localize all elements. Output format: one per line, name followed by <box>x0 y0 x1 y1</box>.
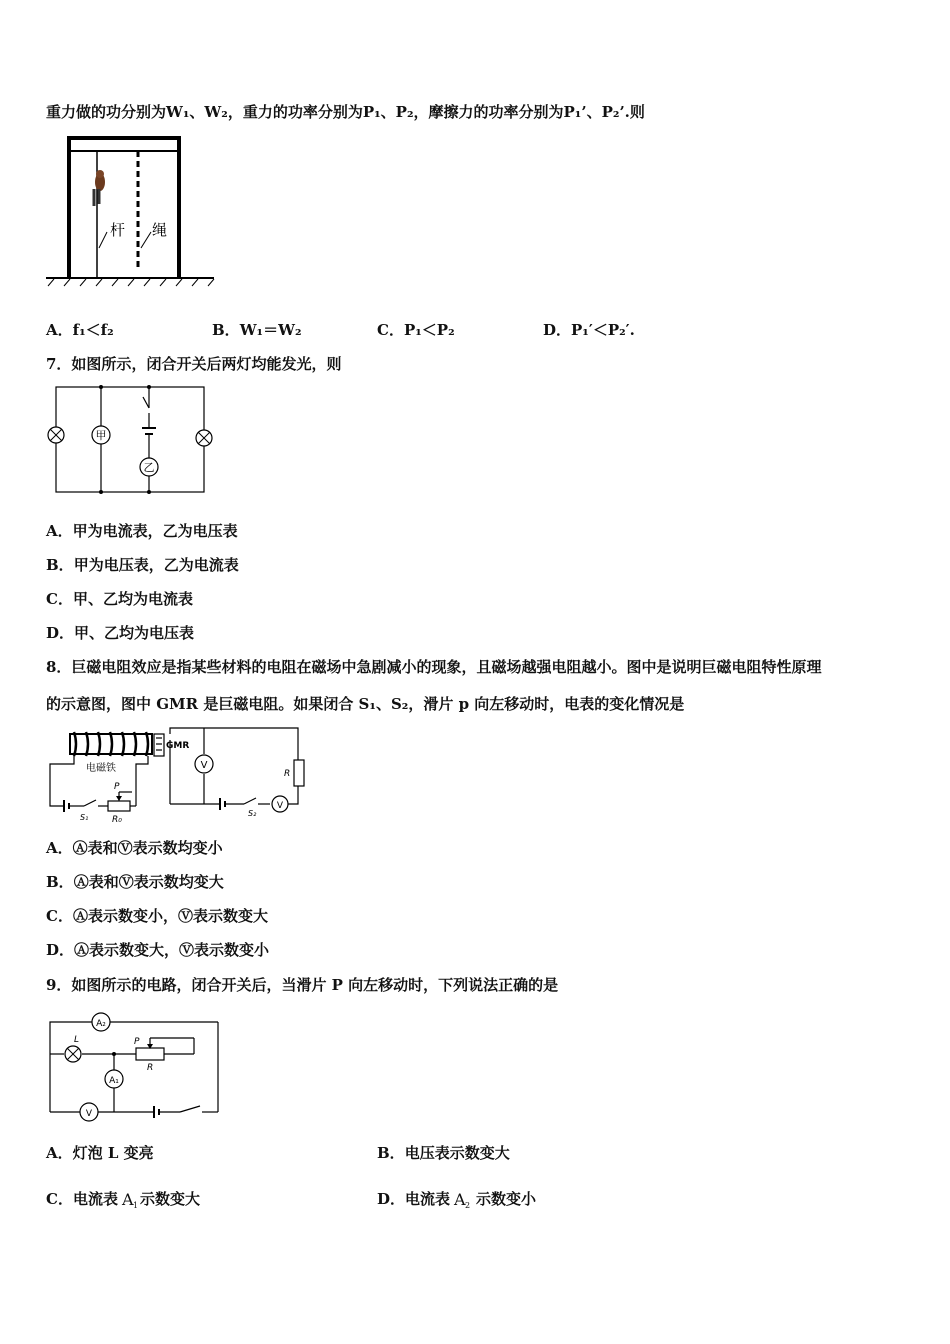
q9-option-a[interactable]: A．灯泡 L 变亮 <box>46 1144 154 1162</box>
climber-icon <box>94 170 105 206</box>
q8-option-b[interactable]: B．Ⓐ表和Ⓥ表示数均变大 <box>46 873 224 891</box>
q7-figure <box>44 380 216 500</box>
q9-stem: 9．如图所示的电路，闭合开关后，当滑片 P 向左移动时，下列说法正确的是 <box>46 976 559 994</box>
q7-option-d[interactable]: D．甲、乙均为电压表 <box>46 624 195 642</box>
q9-option-c[interactable]: C．电流表 A 1 示数变大 <box>46 1190 200 1210</box>
lamp-label: L <box>74 1035 80 1045</box>
q6-option-b[interactable]: B．W₁＝W₂ <box>212 321 302 339</box>
q8-option-c[interactable]: C．Ⓐ表示数变小，Ⓥ表示数变大 <box>46 907 268 925</box>
electromagnet-label: 电磁铁 <box>86 763 116 774</box>
q8-option-a[interactable]: A．Ⓐ表和Ⓥ表示数均变小 <box>46 839 223 857</box>
q7-option-c[interactable]: C．甲、乙均为电流表 <box>46 590 193 608</box>
voltmeter-label: V <box>200 760 208 771</box>
q8-stem-line2: 的示意图，图中 GMR 是巨磁电阻。如果闭合 S₁、S₂，滑片 p 向左移动时，电表的变化情况是 <box>46 695 685 713</box>
p-label: P <box>114 782 120 792</box>
r-label: R <box>147 1063 154 1073</box>
a2-label: A₂ <box>96 1019 106 1029</box>
meter-yi-label: 乙 <box>143 461 155 474</box>
v-label: V <box>85 1109 93 1119</box>
q8-figure <box>44 724 308 824</box>
a1-label: A₁ <box>109 1076 119 1086</box>
q6-figure <box>44 134 216 294</box>
q6-option-c[interactable]: C．P₁＜P₂ <box>377 321 455 339</box>
r-label: R <box>284 769 291 779</box>
s2-label: S₂ <box>248 809 257 818</box>
electromagnet-coil-icon <box>70 732 152 756</box>
q9-option-b[interactable]: B．电压表示数变大 <box>377 1144 510 1162</box>
gmr-label: GMR <box>166 741 190 751</box>
r0-label: R₀ <box>112 815 122 824</box>
rope-label: 绳 <box>152 221 168 239</box>
q7-option-b[interactable]: B．甲为电压表，乙为电流表 <box>46 556 239 574</box>
q7-stem: 7．如图所示，闭合开关后两灯均能发光，则 <box>46 355 342 373</box>
q7-option-a[interactable]: A．甲为电流表，乙为电压表 <box>46 522 238 540</box>
q8-option-d[interactable]: D．Ⓐ表示数变大，Ⓥ表示数变小 <box>46 941 270 959</box>
q9-figure <box>44 1006 224 1126</box>
lamp-icon <box>196 430 212 446</box>
rod-label: 杆 <box>110 221 126 239</box>
q6-option-a[interactable]: A．f₁＜f₂ <box>46 321 114 339</box>
q6-stem: 重力做的功分别为W₁、W₂，重力的功率分别为P₁、P₂，摩擦力的功率分别为P₁’、P₂’.则 <box>46 103 645 121</box>
ammeter-label: V <box>276 801 284 811</box>
q9-option-d[interactable]: D．电流表 A 2 示数变小 <box>377 1190 537 1210</box>
lamp-icon <box>65 1046 81 1062</box>
lamp-icon <box>48 427 64 443</box>
q6-option-d[interactable]: D．P₁′＜P₂′. <box>543 321 635 339</box>
s1-label: S₁ <box>80 813 89 822</box>
q8-stem-line1: 8．巨磁电阻效应是指某些材料的电阻在磁场中急剧减小的现象，且磁场越强电阻越小。图中是说明巨磁电阻特性原理 <box>46 658 822 676</box>
meter-jia-label: 甲 <box>95 429 107 442</box>
p-label: P <box>134 1037 140 1047</box>
